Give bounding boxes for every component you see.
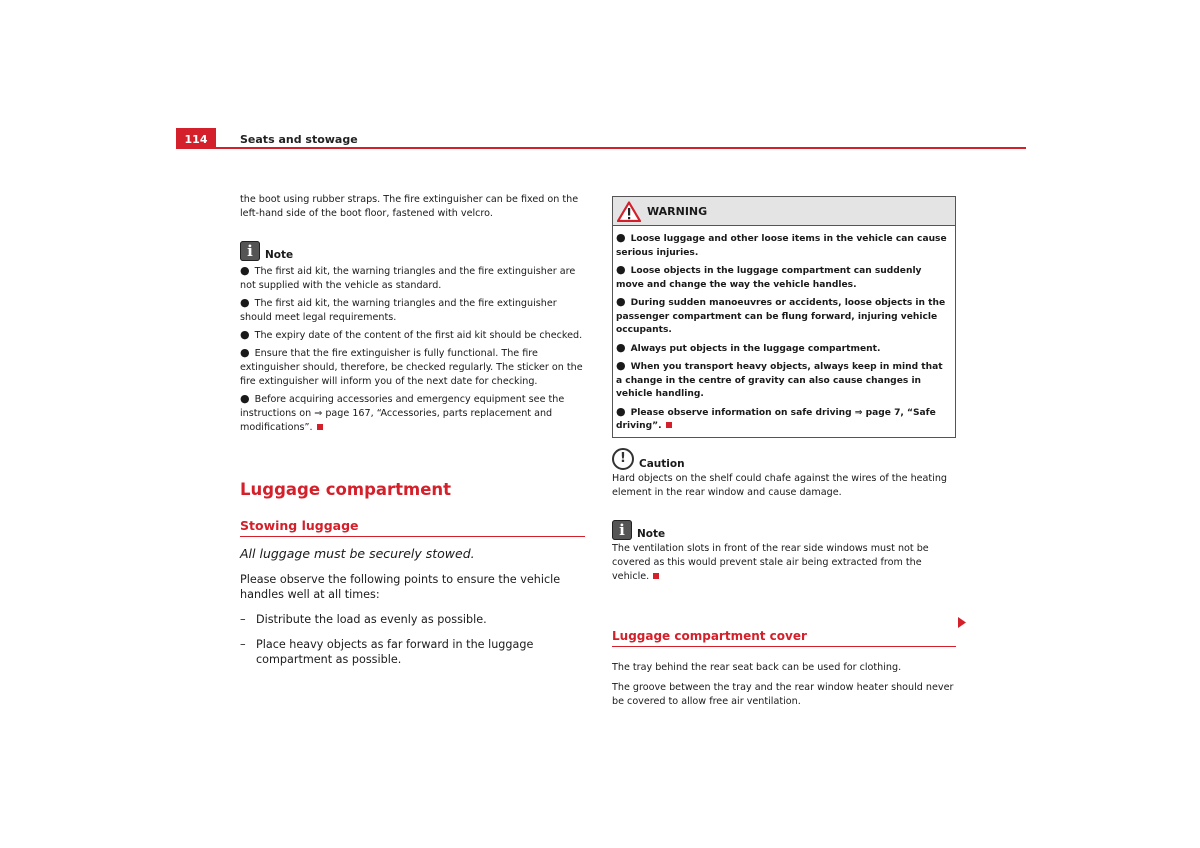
caution-block: [612, 448, 956, 500]
warning-title: WARNING: [647, 204, 708, 218]
warning-header: [613, 197, 955, 226]
warning-item: ● Always put objects in the luggage compartment.: [616, 340, 881, 354]
note-block: [240, 241, 585, 435]
warning-item: ● Loose objects in the luggage compartment can suddenly move and change the way the vehicle handles.: [616, 263, 922, 290]
subsection-heading: Stowing luggage: [240, 518, 585, 537]
intro-paragraph: the boot using rubber straps. The fire extinguisher can be fixed on the left-hand side of the boot floor, fastened with velcro.: [240, 194, 579, 219]
body-paragraph: Please observe the following points to ensure the vehicle handles well at all times:: [240, 573, 561, 601]
note-title: Note: [265, 249, 294, 261]
warning-triangle-icon: [617, 201, 641, 222]
end-marker: [653, 573, 659, 579]
info-icon: i: [612, 520, 632, 540]
end-marker: [317, 424, 323, 430]
cover-paragraph: The groove between the tray and the rear window heater should never be covered to allow free air ventilation.: [612, 681, 954, 707]
dash-item: – Place heavy objects as far forward in the luggage compartment as possible.: [240, 638, 534, 666]
lead-text: All luggage must be securely stowed.: [240, 546, 475, 561]
caution-title: Caution: [639, 457, 685, 470]
warning-item: ● When you transport heavy objects, always keep in mind that a change in the centre of gravity can also cause changes in vehicle handling.: [616, 359, 943, 399]
page-number: 114: [176, 128, 216, 149]
cover-paragraph: The tray behind the rear seat back can be used for clothing.: [612, 661, 902, 673]
right-column: [612, 196, 956, 709]
header-rule: [176, 147, 1026, 149]
note-text-right: The ventilation slots in front of the rear side windows must not be covered as this would prevent stale air being extracted from the vehicle.: [612, 542, 929, 582]
warning-box: [612, 196, 956, 438]
caution-text: Hard objects on the shelf could chafe against the wires of the heating element in the rear window and cause damage.: [612, 472, 948, 498]
subsection-heading-right: Luggage compartment cover: [612, 628, 956, 647]
warning-body: [613, 226, 955, 437]
note-title-right: Note: [637, 527, 666, 540]
note-item: ● The first aid kit, the warning triangles and the fire extinguisher are not supplied with the vehicle as standard.: [240, 264, 576, 291]
dash-item: – Distribute the load as evenly as possible.: [240, 613, 487, 626]
note-item: ● The expiry date of the content of the first aid kit should be checked.: [240, 328, 583, 341]
note-item: ● Before acquiring accessories and emergency equipment see the instructions on ⇒ page 167, “Accessories, parts replacement and modifications”.: [240, 392, 565, 433]
warning-item: ● During sudden manoeuvres or accidents, loose objects in the passenger compartment can be flung forward, injuring vehicle occupants.: [616, 295, 946, 335]
note-item: ● Ensure that the fire extinguisher is fully functional. The fire extinguisher should, therefore, be checked regularly. The sticker on the fire extinguisher will inform you of the next date for checking.: [240, 346, 583, 387]
note-block-right: [612, 520, 956, 584]
end-marker: [666, 422, 672, 428]
info-icon: i: [240, 241, 260, 261]
continue-arrow-icon: [958, 617, 966, 628]
section-heading: Luggage compartment: [240, 480, 452, 499]
warning-item: ● Loose luggage and other loose items in the vehicle can cause serious injuries.: [616, 231, 947, 258]
note-item: ● The first aid kit, the warning triangles and the fire extinguisher should meet legal requirements.: [240, 296, 557, 323]
note-header-right: [612, 520, 956, 540]
caution-icon: !: [612, 448, 634, 470]
caution-header: [612, 448, 956, 470]
left-column: [240, 193, 585, 667]
note-header: [240, 241, 585, 261]
running-head: Seats and stowage: [240, 133, 358, 146]
warning-item: ● Please observe information on safe driving ⇒ page 7, “Safe driving”.: [616, 404, 936, 431]
